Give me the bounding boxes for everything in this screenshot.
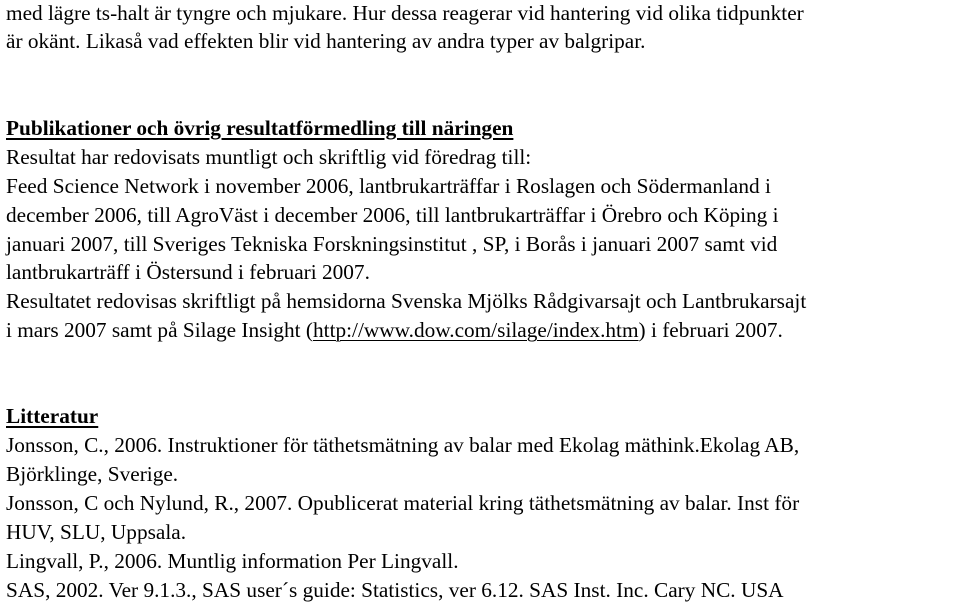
publications-text-after-link: ) i februari 2007. xyxy=(638,318,783,342)
intro-line-2: är okänt. Likaså vad effekten blir vid hantering av andra typer av balgripar. xyxy=(6,29,646,53)
literature-line-4: HUV, SLU, Uppsala. xyxy=(6,520,187,544)
intro-line-1: med lägre ts-halt är tyngre och mjukare. Hur dessa reagerar vid hantering vid olika tidpunkter xyxy=(6,1,804,25)
literature-line-6: SAS, 2002. Ver 9.1.3., SAS user´s guide: Statistics, ver 6.12. SAS Inst. Inc. Cary NC. USA xyxy=(6,578,784,602)
publications-line-3: december 2006, till AgroVäst i december 2006, till lantbrukarträffar i Örebro och Köping i xyxy=(6,203,779,227)
publications-line-6: Resultatet redovisas skriftligt på hemsidorna Svenska Mjölks Rådgivarsajt och Lantbrukarsajt xyxy=(6,289,807,313)
publications-line-2: Feed Science Network i november 2006, lantbrukarträffar i Roslagen och Södermanland i xyxy=(6,174,771,198)
literature-line-1: Jonsson, C., 2006. Instruktioner för täthetsmätning av balar med Ekolag mäthink.Ekolag AB, xyxy=(6,433,800,457)
publications-line-1: Resultat har redovisats muntligt och skriftlig vid föredrag till: xyxy=(6,145,532,169)
publications-line-7 xyxy=(6,318,783,342)
literature-heading: Litteratur xyxy=(6,404,99,428)
literature-line-2: Björklinge, Sverige. xyxy=(6,462,179,486)
literature-line-3: Jonsson, C och Nylund, R., 2007. Opublicerat material kring täthetsmätning av balar. Inst för xyxy=(6,491,800,515)
publications-heading: Publikationer och övrig resultatförmedling till näringen xyxy=(6,116,514,140)
literature-line-5: Lingvall, P., 2006. Muntlig information Per Lingvall. xyxy=(6,549,459,573)
publications-text-before-link: i mars 2007 samt på Silage Insight ( xyxy=(6,318,313,342)
publications-line-5: lantbrukarträff i Östersund i februari 2007. xyxy=(6,260,370,284)
silage-insight-link[interactable]: http://www.dow.com/silage/index.htm xyxy=(313,318,639,342)
publications-line-4: januari 2007, till Sveriges Tekniska Forskningsinstitut , SP, i Borås i januari 2007 samt vid xyxy=(6,232,778,256)
